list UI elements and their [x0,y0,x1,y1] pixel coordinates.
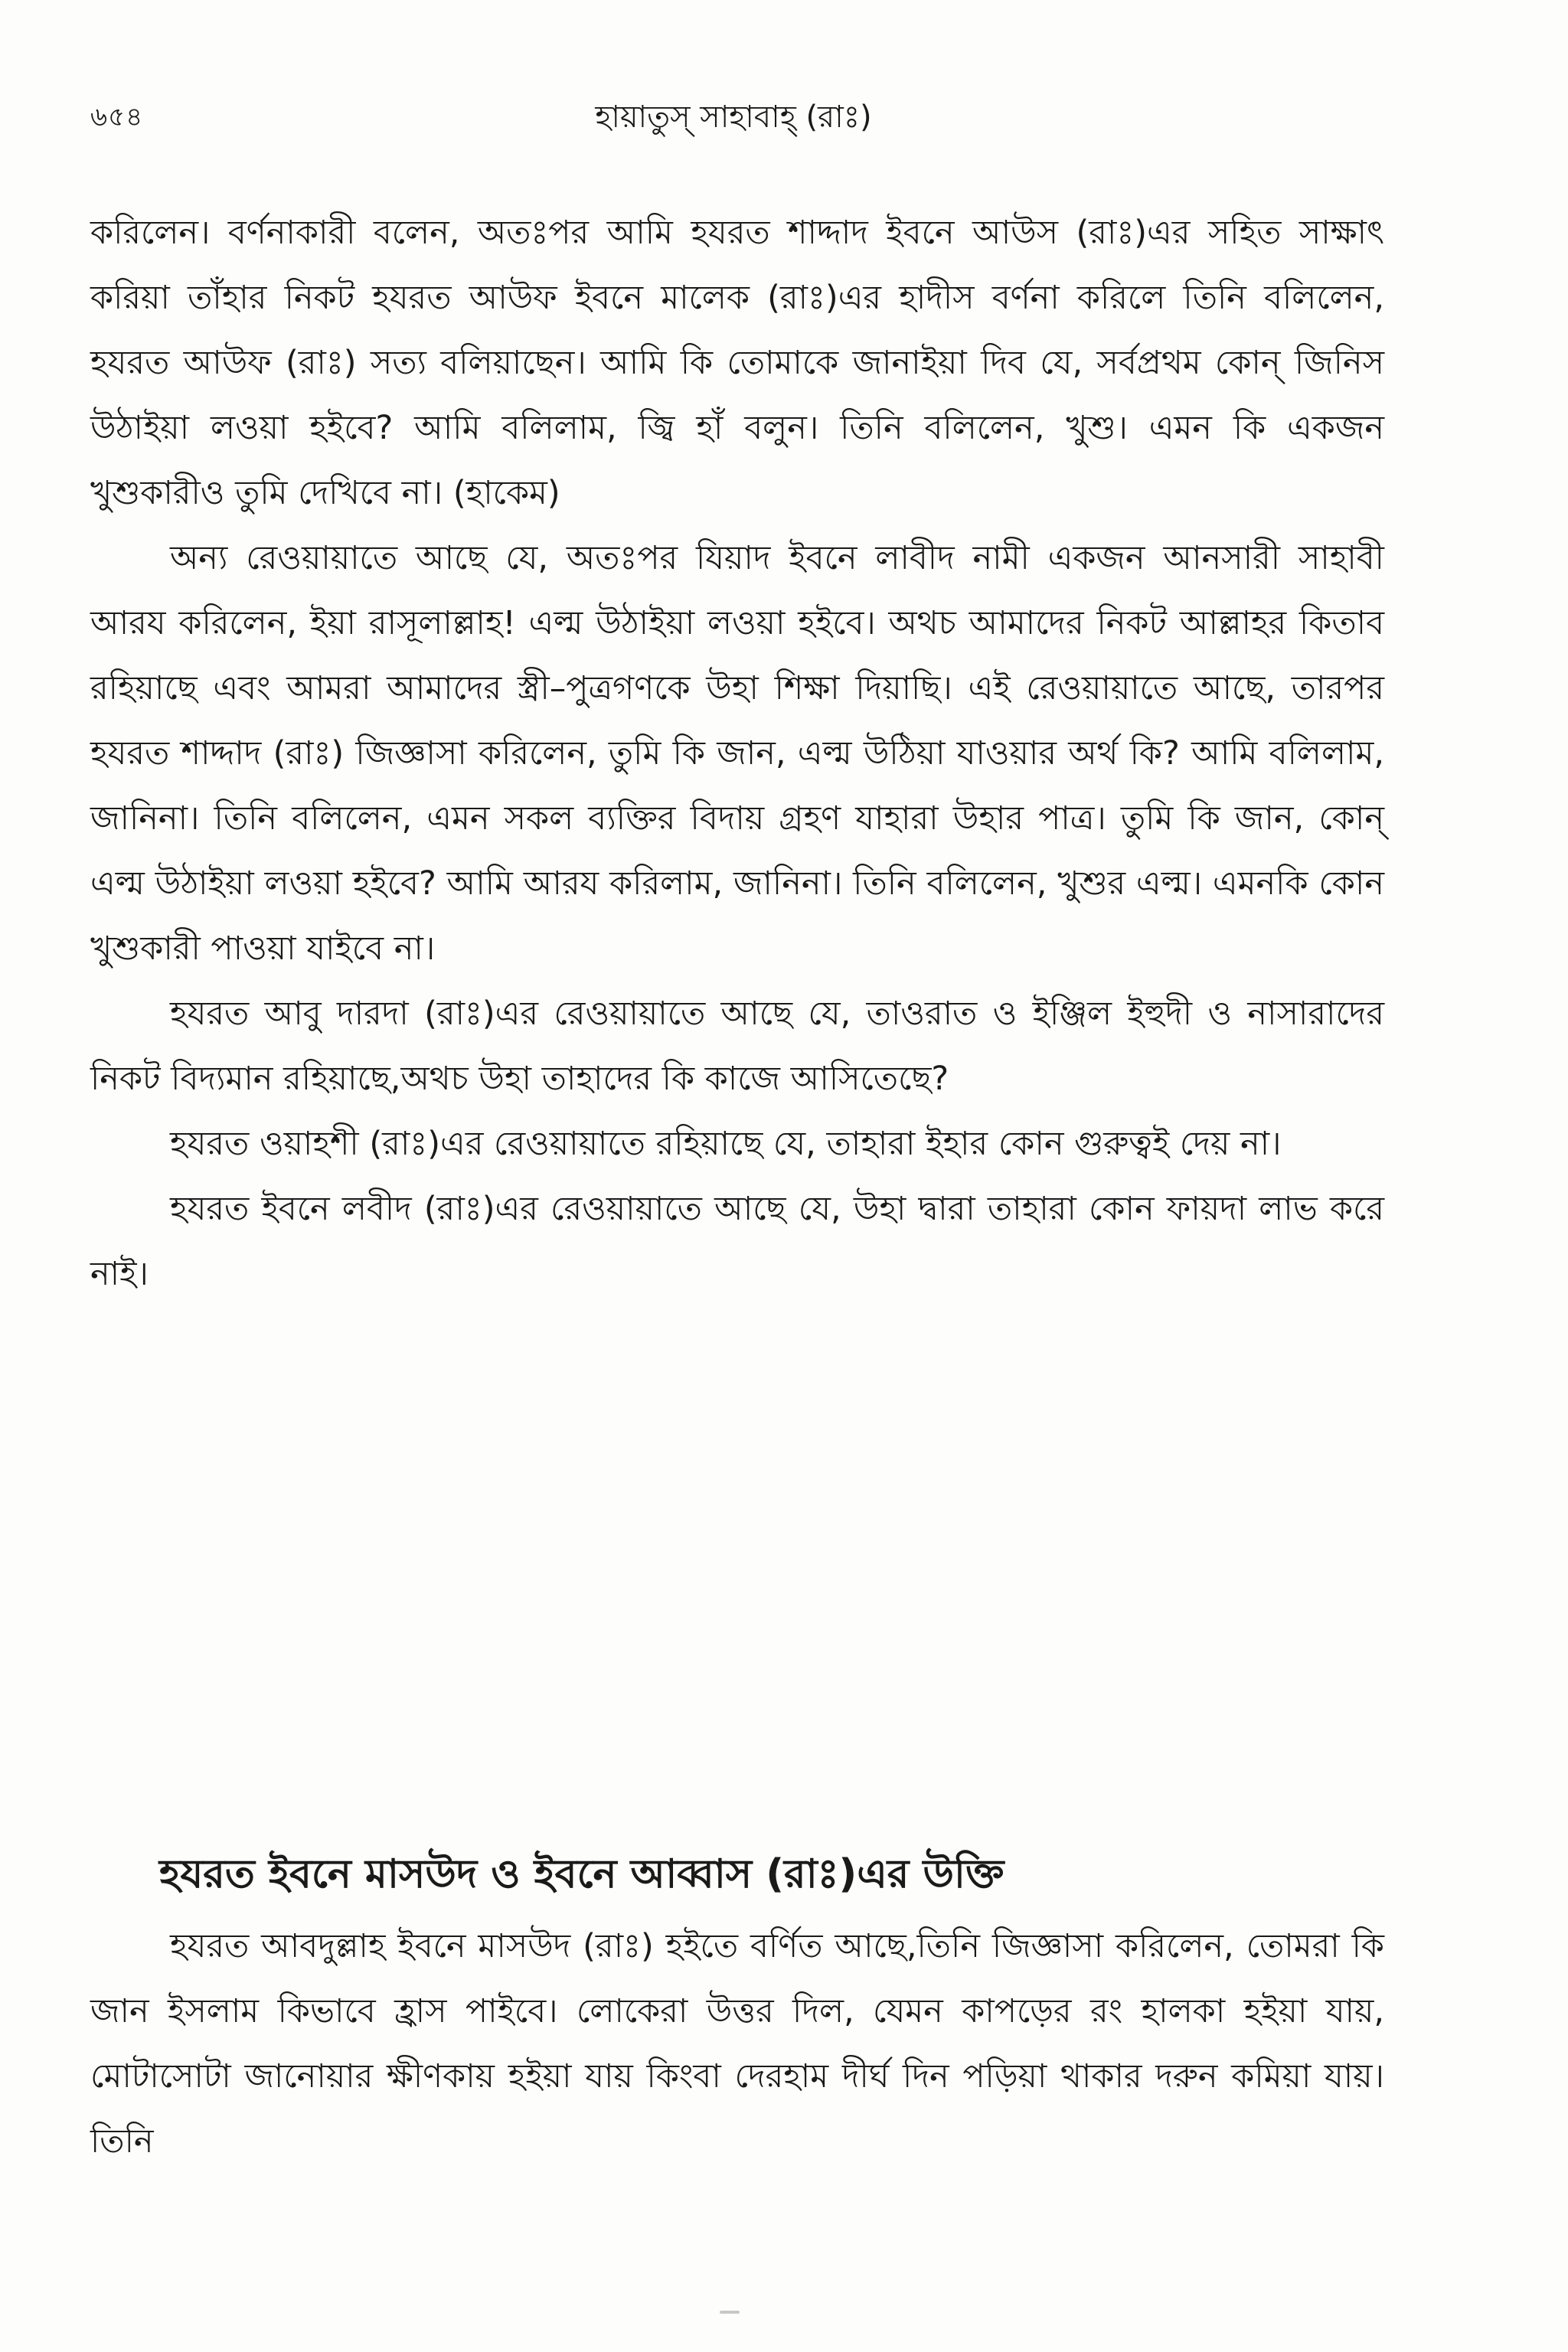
running-head [90,90,1377,144]
paragraph: হযরত আবু দারদা (রাঃ)এর রেওয়ায়াতে আছে যে, তাওরাত ও ইঞ্জিল ইহুদী ও নাসারাদের নিকট বিদ্যমান রহিয়াছে,অথচ উহা তাহাদের কি কাজে আসিতেছে? [90,995,1384,1098]
page-number: ৬৫৪ [90,102,144,132]
scan-mark [720,2311,740,2314]
body-text [90,201,1384,1307]
running-title: হায়াতুস্ সাহাবাহ্ (রাঃ) [595,100,872,135]
paragraph: হযরত ওয়াহশী (রাঃ)এর রেওয়ায়াতে রহিয়াছে যে, তাহারা ইহার কোন গুরুত্বই দেয় না। [170,1125,1282,1163]
paragraph-continued: করিলেন। বর্ণনাকারী বলেন, অতঃপর আমি হযরত শাদ্দাদ ইবনে আউস (রাঃ)এর সহিত সাক্ষাৎ করিয়া তাঁহার নিকট হযরত আউফ ইবনে মালেক (রাঃ)এর হাদীস বর্ণনা করিলে তিনি বলিলেন, হযরত আউফ (রাঃ) সত্য বলিয়াছেন। আমি কি তোমাকে জানাইয়া দিব যে, সর্বপ্রথম কোন্ জিনিস উঠাইয়া লওয়া হইবে? আমি বলিলাম, জ্বি হাঁ বলুন। তিনি বলিলেন, খুশু। এমন কি একজন খুশুকারীও তুমি দেখিবে না। (হাকেম) [90,214,1384,512]
paragraph: হযরত ইবনে লবীদ (রাঃ)এর রেওয়ায়াতে আছে যে, উহা দ্বারা তাহারা কোন ফায়দা লাভ করে নাই। [90,1190,1384,1293]
section-heading: হযরত ইবনে মাসউদ ও ইবনে আব্বাস (রাঃ)এর উক্তি [159,1851,1004,1897]
paragraph: হযরত আবদুল্লাহ ইবনে মাসউদ (রাঃ) হইতে বর্ণিত আছে,তিনি জিজ্ঞাসা করিলেন, তোমরা কি জান ইসলাম কিভাবে হ্রাস পাইবে। লোকেরা উত্তর দিল, যেমন কাপড়ের রং হালকা হইয়া যায়, মোটাসোটা জানোয়ার ক্ষীণকায় হইয়া যায় কিংবা দেরহাম দীর্ঘ দিন পড়িয়া থাকার দরুন কমিয়া যায়। তিনি [90,1927,1384,2161]
section-body [90,1914,1384,2174]
paragraph: অন্য রেওয়ায়াতে আছে যে, অতঃপর যিয়াদ ইবনে লাবীদ নামী একজন আনসারী সাহাবী আরয করিলেন, ইয়া রাসূলাল্লাহ! এল্ম উঠাইয়া লওয়া হইবে। অথচ আমাদের নিকট আল্লাহর কিতাব রহিয়াছে এবং আমরা আমাদের স্ত্রী–পুত্রগণকে উহা শিক্ষা দিয়াছি। এই রেওয়ায়াতে আছে, তারপর হযরত শাদ্দাদ (রাঃ) জিজ্ঞাসা করিলেন, তুমি কি জান, এল্ম উঠিয়া যাওয়ার অর্থ কি? আমি বলিলাম, জানিনা। তিনি বলিলেন, এমন সকল ব্যক্তির বিদায় গ্রহণ যাহারা উহার পাত্র। তুমি কি জান, কোন্ এল্ম উঠাইয়া লওয়া হইবে? আমি আরয করিলাম, জানিনা। তিনি বলিলেন, খুশুর এল্ম। এমনকি কোন খুশুকারী পাওয়া যাইবে না। [90,539,1384,968]
